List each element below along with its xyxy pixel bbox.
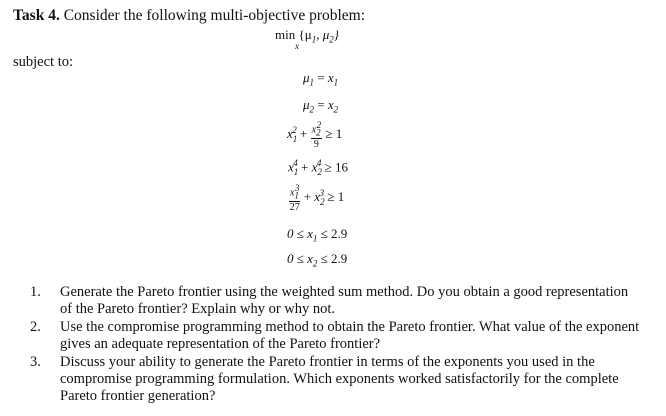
task-text: Discuss your ability to generate the Pareto frontier in terms of the exponents you used in the compromise programming formulation. Which exponents worked satisfactorily for the complete Pareto frontier generation? <box>60 354 619 404</box>
objective-expression: $\min \{\mu_1$, $\mu_2$} <box>275 27 339 45</box>
task-item <box>30 319 640 353</box>
constraint-mu1: $\mu_1 = x_1$ <box>303 70 339 88</box>
task-text: Generate the Pareto frontier using the weighted sum method. Do you obtain a good representation of the Pareto frontier? Explain why or why not. <box>60 284 629 317</box>
constraint-x2-bounds: $0 \le x_2 \le 2.9$ <box>287 251 348 269</box>
task-title <box>13 7 365 25</box>
subject-to-label: subject to: <box>13 54 74 70</box>
constraint-cubic: $\frac{x_1^3}{27}$ + $x_2^3 \ge 1$ <box>289 183 345 214</box>
objective-subscript: x <box>295 41 299 51</box>
constraint-ellipse: $x_1^2$ + $\frac{x_2^2}{9}$ ≥ 1 <box>287 120 343 151</box>
task-number: 3. <box>30 354 41 370</box>
task-item <box>30 354 640 405</box>
task-item <box>30 284 640 318</box>
constraint-x1-bounds: $0 \le x_1 \le 2.9$ <box>287 226 348 244</box>
task-text: Use the compromise programming method to obtain the Pareto frontier. What value of the exponent gives an adequate representation of the Pareto frontier? <box>60 319 640 352</box>
constraint-quartic: $x_1^4 + x_2^4 \ge 16$ <box>288 158 349 177</box>
task-number: 1. <box>30 284 41 300</box>
objective-function <box>275 27 339 51</box>
constraint-mu2: $\mu_2 = x_2$ <box>303 97 339 115</box>
task-number: 2. <box>30 319 41 335</box>
task-intro: Consider the following multi-objective problem: <box>59 7 366 24</box>
task-list <box>30 284 640 406</box>
task-label: Task 4. <box>13 7 60 24</box>
